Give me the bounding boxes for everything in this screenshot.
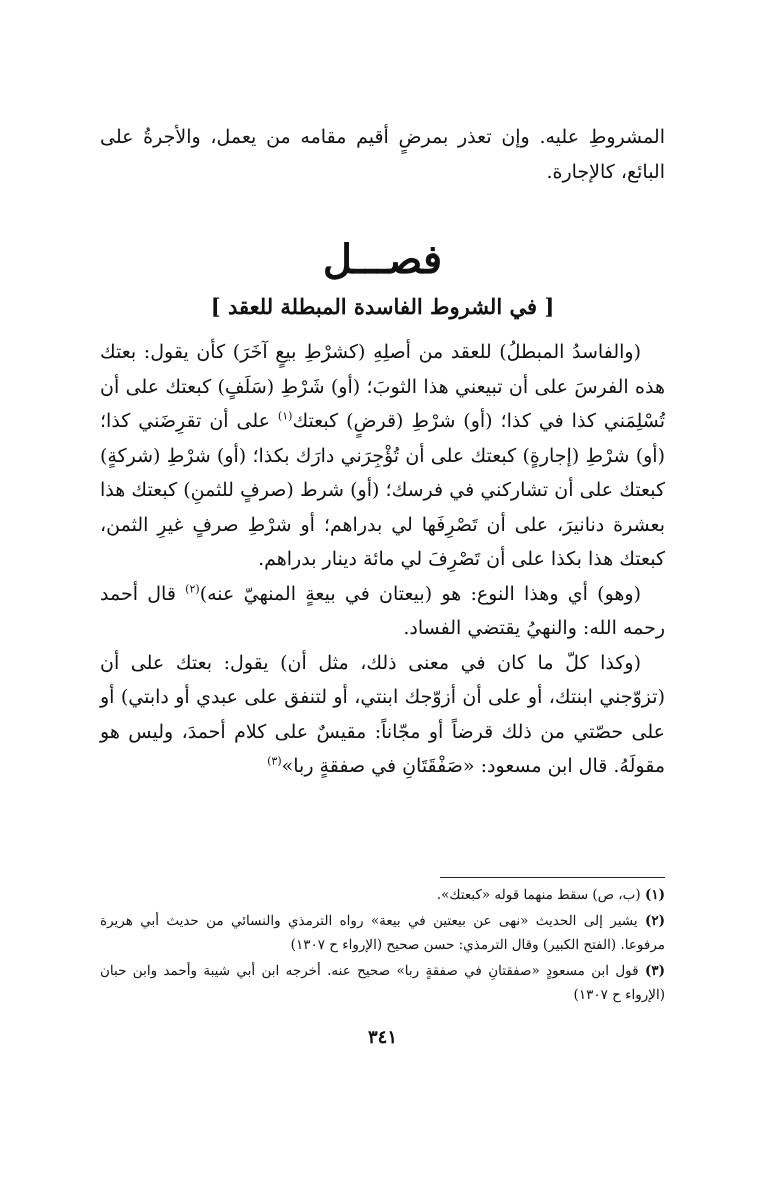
footnote-text: يشير إلى الحديث «نهى عن بيعتين في بيعة» رواه الترمذي والنسائي من حديث أبي هريرة مرفوعا. (الفتح الكبير) وقال الترمذي: حسن صحيح (الإرواء ح ١٣٠٧) xyxy=(100,913,665,953)
section-heading-ornament: فصـــل xyxy=(322,236,443,283)
intro-block xyxy=(100,120,665,189)
footnote-number: (١) xyxy=(644,887,665,903)
body-paragraph: (وهو) أي وهذا النوع: هو (بيعتان في بيعةٍ المنهيّ عنه)$^{(٢)}$ قال أحمد رحمه الله: والنهيُ يقتضي الفساد. xyxy=(100,582,665,639)
footnote-text: قول ابن مسعودٍ «صفقتانِ في صفقةٍ ربا» صحيح عنه. أخرجه ابن أبي شيبة وأحمد وابن حبان (الإرواء ح ١٣٠٧) xyxy=(100,963,665,1003)
footnote-text: (ب، ص) سقط منهما قوله «كبعتك». xyxy=(436,887,641,903)
footnote xyxy=(100,909,665,957)
body-paragraph: (والفاسدُ المبطلُ) للعقد من أصلِهِ (كشرْطِ بيعٍ آخَرَ) كأن يقول: بعتك هذه الفرسَ على أن تبيعني هذا الثوبَ؛ (أو) شَرْطِ (سَلَفٍ) كبعتك على أن تُسْلِمَني كذا في كذا؛ (أو) شرْطِ (قرضٍ) كبعتك$^{(١)}$ على أن تقرِضَني كذا؛ (أو) شرْطِ (إجارةٍ) كبعتك على أن تُؤْجِرَني دارَك بكذا؛ (أو) شرْطِ (شركةٍ) كبعتك على أن تشاركني في فرسك؛ (أو) شرط (صرفٍ للثمنِ) كبعتك هذا بعشرة دنانيرَ، على أن تَصْرِفَها لي بدراهم؛ أو شرْطِ صرفٍ غيرِ الثمن، كبعتك هذا بكذا على أن تَصْرِفَ لي مائة دينار بدراهم. xyxy=(100,341,666,570)
footnote xyxy=(100,959,665,1007)
page-number: ٣٤١ xyxy=(367,1027,397,1048)
footnote-ref[interactable]: (١) xyxy=(277,409,293,423)
footnote-divider xyxy=(440,877,665,878)
body-paragraph: (وكذا كلّ ما كان في معنى ذلك، مثل أن) يقول: بعتك على أن (تزوّجني ابنتك، أو على أن أزوّجك ابنتي، أو لتنفق على عبدي أو دابتي) أو على حصّتي من ذلك قرضاً أو مجّاناً: مقيسٌ على كلام أحمدَ، وليس هو مقولَهُ. قال ابن مسعود: «صَفْقَتَانِ في صفقةٍ ربا»$^{(٣)}$ xyxy=(100,651,665,777)
intro-paragraph: المشروطِ عليه. وإن تعذر بمرضٍ أقيم مقامه من يعمل، والأجرةُ على البائع، كالإجارة. xyxy=(100,126,665,183)
main-text xyxy=(100,335,665,784)
footnote-number: (٢) xyxy=(644,913,665,929)
section-title: [ في الشروط الفاسدة المبطلة للعقد ] xyxy=(210,294,555,319)
footnotes xyxy=(100,883,665,1009)
footnote xyxy=(100,883,665,907)
footnote-ref[interactable]: (٣) xyxy=(267,754,282,768)
footnote-number: (٣) xyxy=(644,963,665,979)
footnote-ref[interactable]: (٢) xyxy=(185,582,200,596)
